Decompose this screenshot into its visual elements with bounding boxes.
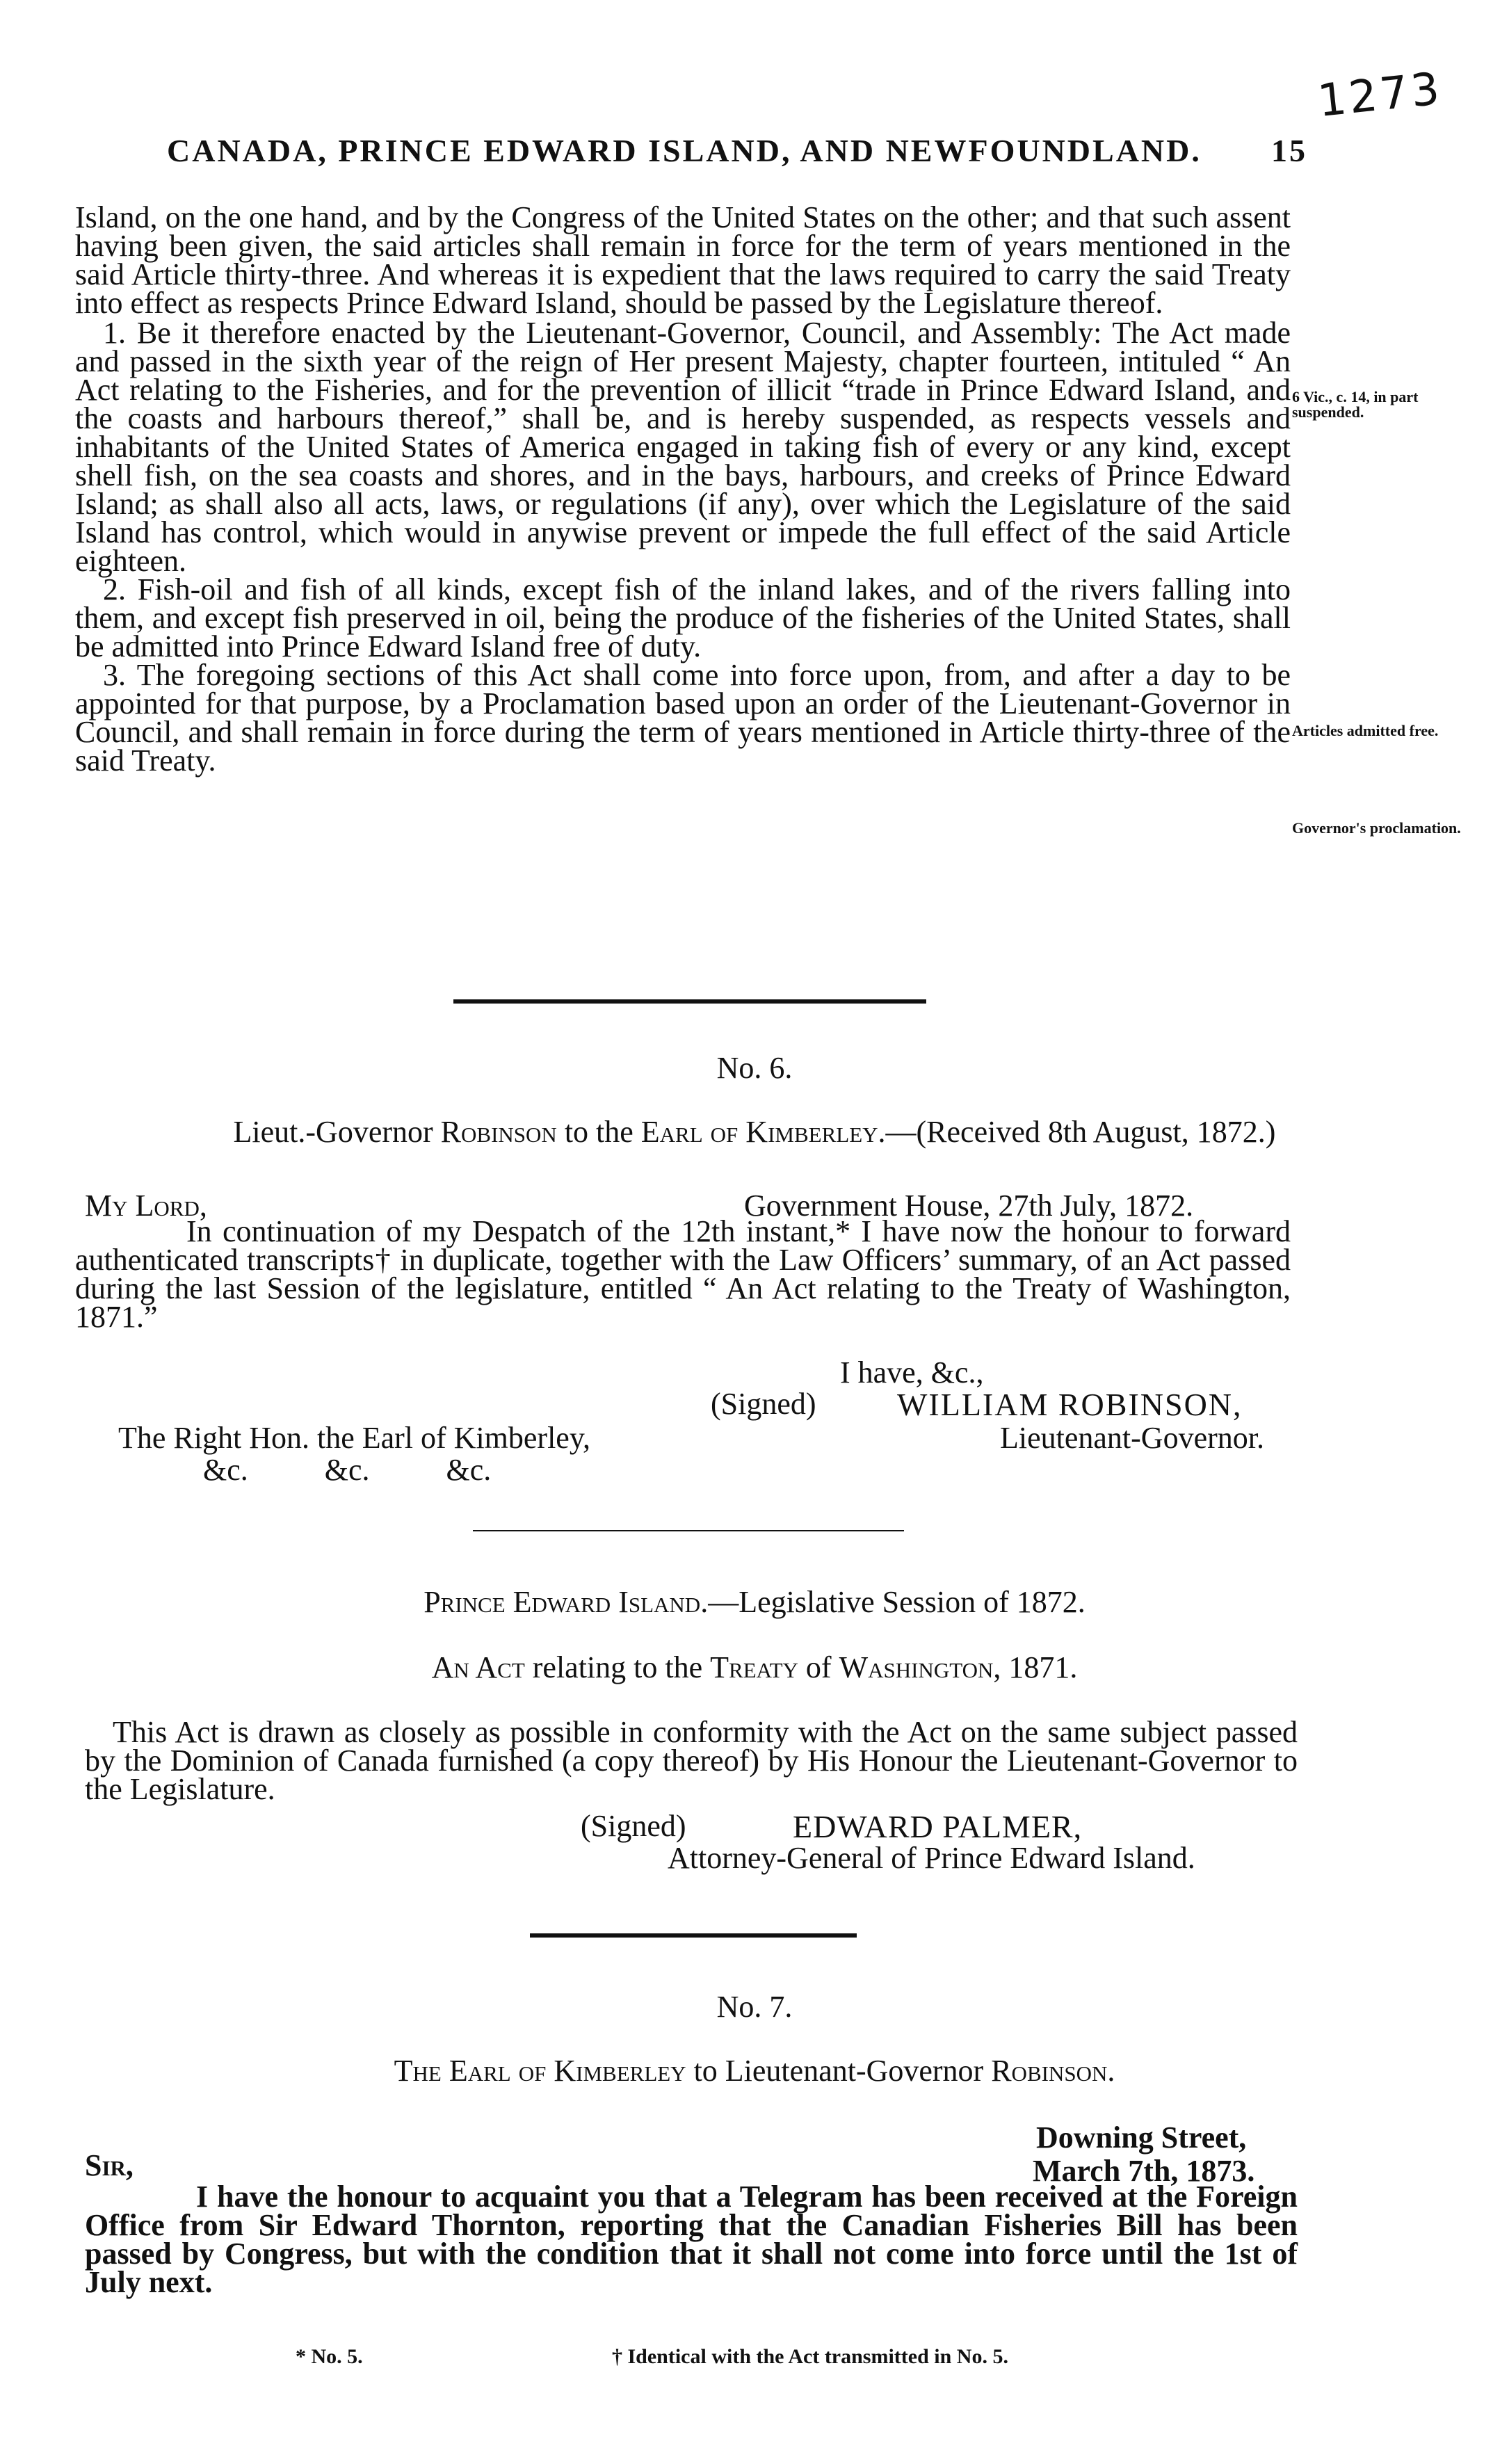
doc6-heading-from: Robinson — [440, 1115, 557, 1149]
enclosure-signatory-title: Attorney-General of Prince Edward Island. — [668, 1841, 1195, 1875]
doc7-heading-to: Robinson — [991, 2054, 1108, 2088]
enclosure-divider — [473, 1530, 904, 1531]
doc6-body-text: In continuation of my Despatch of the 12th instant,* I have now the honour to forward authenticated transcripts† in duplicate, together with the Law Officers’ summary, of an Act passed during the last Session of the legislature, entitled “ An Act relating to the Treaty of Washington, 1871.” — [75, 1214, 1291, 1334]
doc7-body-text: I have the honour to acquaint you that a Telegram has been received at the Foreign Office from Sir Edward Thornton, reporting that the Canadian Fisheries Bill has been passed by Congress, but with the condition that it shall not come into force until the 1st of July next. — [85, 2180, 1298, 2299]
running-head — [167, 132, 1307, 169]
act-title-prefix: An Act — [431, 1650, 525, 1684]
doc6-closing: I have, &c., — [840, 1355, 984, 1390]
doc6-number: No. 6. — [716, 1051, 793, 1085]
footnote-star: * No. 5. — [296, 2345, 363, 2368]
doc6-heading-mid: to the — [564, 1115, 634, 1149]
enclosure-body — [85, 1715, 1298, 1806]
margin-note-section-3: Governor's proclamation. — [1292, 819, 1461, 837]
handwritten-folio-number: 1273 — [1315, 63, 1445, 128]
intro-paragraph: Island, on the one hand, and by the Congress of the United States on the other; and that such assent having been given, the said articles shall remain in force for the term of years mentioned in the said Article thirty-three. And whereas it is expedient that the laws required to carry the said Treaty into effect as respects Prince Edward Island, should be passed by the Legislature thereof. — [75, 200, 1291, 320]
doc6-heading — [0, 1114, 1509, 1150]
doc6-signed: (Signed) — [711, 1387, 816, 1421]
act-title-treaty: Treaty — [710, 1650, 798, 1684]
doc6-signatory: WILLIAM ROBINSON, — [897, 1387, 1243, 1422]
margin-note-section-1: 6 Vic., c. 14, in part suspended. — [1292, 388, 1419, 421]
doc7-salutation: Sir, — [85, 2148, 134, 2182]
doc7-divider — [530, 1933, 857, 1938]
doc6-heading-received: .—(Received 8th August, 1872.) — [878, 1115, 1276, 1149]
enclosure-heading — [0, 1584, 1509, 1620]
doc6-signatory-title: Lieutenant-Governor. — [1000, 1421, 1264, 1455]
doc6-body — [75, 1214, 1291, 1334]
doc7-date: March 7th, 1873. — [1033, 2154, 1255, 2188]
doc6-etc: &c. &c. &c. — [203, 1453, 492, 1487]
doc6-heading-prefix: Lieut.-Governor — [233, 1115, 433, 1149]
doc6-addressee: The Right Hon. the Earl of Kimberley, — [118, 1421, 590, 1455]
margin-note-section-2: Articles admitted free. — [1292, 722, 1439, 739]
enclosure-heading-place: Prince Edward Island — [423, 1585, 701, 1619]
enclosure-body-text: This Act is drawn as closely as possible in conformity with the Act on the same subject passed by the Dominion of Canada furnished (a copy thereof) by His Honour the Lieutenant-Governor to the Legislature. — [85, 1715, 1298, 1806]
enclosure-signed: (Signed) — [581, 1809, 686, 1843]
enclosure-act-title — [0, 1650, 1509, 1685]
act-title-mid: relating to the — [532, 1650, 703, 1684]
doc7-number: No. 7. — [716, 1990, 793, 2024]
section-2: 2. Fish-oil and fish of all kinds, except fish of the inland lakes, and of the rivers falling into them, and except fish preserved in oil, being the produce of the fisheries of the United States, shall be admitted into Prince Edward Island free of duty. — [75, 572, 1291, 663]
footnote-dagger: † Identical with the Act transmitted in No. 5. — [612, 2345, 1008, 2368]
act-title-year: , 1871. — [993, 1650, 1078, 1684]
doc7-heading-from: The Earl of Kimberley — [394, 2054, 686, 2088]
doc7-heading-end: . — [1107, 2054, 1115, 2088]
doc6-address-date: Government House, 27th July, 1872. — [744, 1189, 1194, 1223]
act-title-of: of — [805, 1650, 832, 1684]
section-1: 1. Be it therefore enacted by the Lieutenant-Governor, Council, and Assembly: The Act made and passed in the sixth year of the reign of Her present Majesty, chapter fourteen, intituled “ An Act relating to the Fisheries, and for the prevention of illicit “trade in Prince Edward Island, and the coasts and harbours thereof,” shall be, and is hereby suspended, as respects vessels and inhabitants of the United States of America engaged in taking fish of every or any kind, except shell fish, on the sea coasts and shores, and in the bays, harbours, and creeks of Prince Edward Island; as shall also all acts, laws, or regulations (if any), over which the Legislature of the said Island has control, which would in anywise prevent or impede the full effect of the said Article eighteen. — [75, 316, 1291, 578]
doc7-heading-mid: to Lieutenant-Governor — [693, 2054, 984, 2088]
doc7-heading — [0, 2053, 1509, 2088]
doc6-heading-to: Earl of Kimberley — [640, 1115, 878, 1149]
doc6-salutation: My Lord, — [85, 1189, 207, 1223]
doc7-address: Downing Street, — [1036, 2120, 1247, 2155]
section-divider — [453, 999, 926, 1004]
enclosure-signatory: EDWARD PALMER, — [793, 1809, 1083, 1844]
page-number: 15 — [1271, 133, 1307, 168]
doc7-body — [85, 2180, 1298, 2299]
running-head-title: CANADA, PRINCE EDWARD ISLAND, AND NEWFOUNDLAND. — [167, 133, 1202, 168]
act-title-washington: Washington — [839, 1650, 994, 1684]
enclosure-heading-rest: .—Legislative Session of 1872. — [700, 1585, 1086, 1619]
section-3: 3. The foregoing sections of this Act shall come into force upon, from, and after a day to be appointed for that purpose, by a Proclamation based upon an order of the Lieutenant-Governor in Council, and shall remain in force during the term of years mentioned in Article thirty-three of the said Treaty. — [75, 658, 1291, 778]
act-text-block — [75, 200, 1291, 778]
